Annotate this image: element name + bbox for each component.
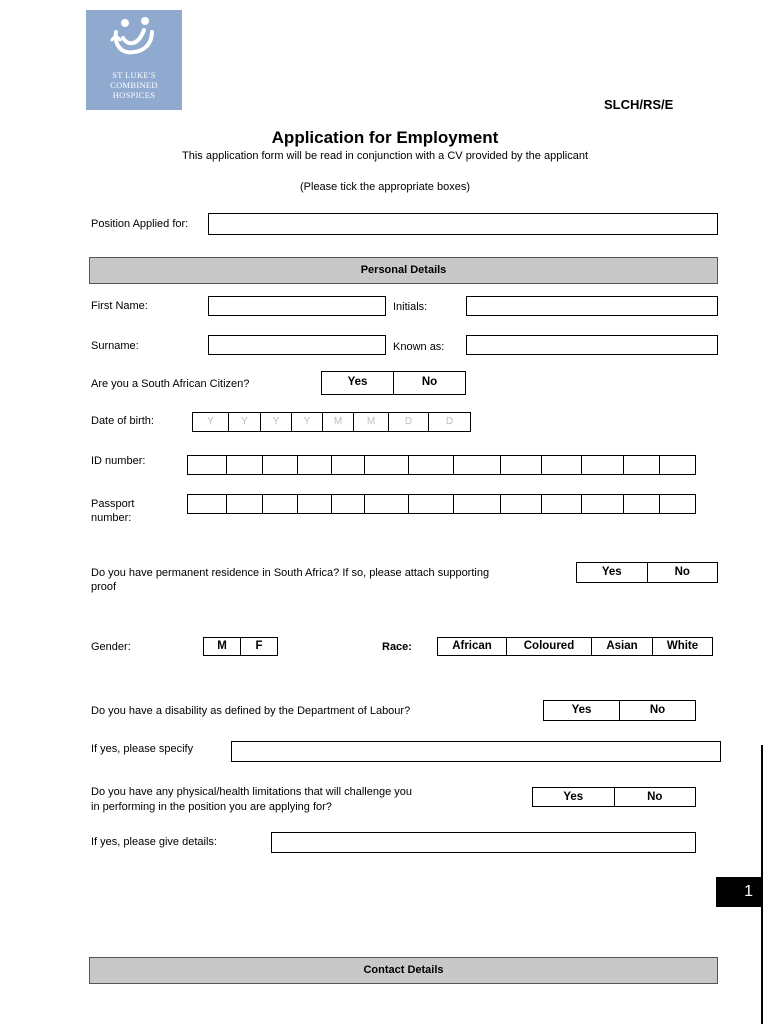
disability-specify-field[interactable]	[231, 741, 721, 762]
form-code: SLCH/RS/E	[604, 97, 674, 112]
passport-cell[interactable]	[659, 495, 695, 513]
logo-line-1: ST LUKE'S	[112, 70, 156, 80]
citizen-no-option[interactable]: No	[393, 372, 465, 394]
race-label: Race:	[382, 641, 412, 653]
logo-line-3: HOSPICES	[112, 90, 156, 100]
gender-male-option[interactable]: M	[217, 640, 227, 652]
instruction-text: (Please tick the appropriate boxes)	[300, 181, 470, 193]
citizen-question: Are you a South African Citizen?	[91, 378, 250, 390]
id-cell[interactable]	[623, 456, 659, 474]
page-title: Application for Employment	[271, 128, 499, 147]
dob-year-cell[interactable]: Y	[260, 413, 291, 431]
dob-day-cell[interactable]: D	[428, 413, 470, 431]
passport-cell[interactable]	[408, 495, 453, 513]
id-cell[interactable]	[188, 456, 226, 474]
page-subtitle: This application form will be read in conjunction with a CV provided by the applicant	[182, 150, 588, 162]
id-cell[interactable]	[297, 456, 332, 474]
dob-year-cell[interactable]: Y	[291, 413, 322, 431]
gender-female-option[interactable]: F	[240, 638, 277, 655]
health-question-line-2: in performing in the position you are applying for?	[91, 801, 332, 813]
passport-cell[interactable]	[364, 495, 408, 513]
health-details-field[interactable]	[271, 832, 696, 853]
gender-label: Gender:	[91, 641, 131, 653]
id-cell[interactable]	[453, 456, 500, 474]
specify-label: If yes, please specify	[91, 743, 194, 755]
hospice-logo	[86, 10, 182, 110]
residence-no-option[interactable]: No	[647, 563, 718, 582]
id-cell[interactable]	[364, 456, 408, 474]
residence-yes-option[interactable]: Yes	[601, 566, 622, 578]
disability-no-option[interactable]: No	[619, 701, 695, 720]
passport-number-field[interactable]	[187, 494, 696, 514]
residence-question-line-2: proof	[91, 581, 117, 593]
passport-cell[interactable]	[623, 495, 659, 513]
id-cell[interactable]	[581, 456, 623, 474]
known-as-label: Known as:	[393, 341, 445, 353]
id-cell[interactable]	[500, 456, 541, 474]
initials-label: Initials:	[393, 301, 428, 313]
race-options	[437, 637, 713, 656]
health-question-line-1: Do you have any physical/health limitations that will challenge you	[91, 786, 413, 798]
passport-cell[interactable]	[188, 495, 226, 513]
dob-field[interactable]	[192, 412, 471, 432]
position-label: Position Applied for:	[91, 218, 189, 230]
dob-month-cell[interactable]: M	[353, 413, 388, 431]
residence-question-line-1: Do you have permanent residence in South Africa? If so, please attach supporting	[91, 567, 490, 579]
race-white-option[interactable]: White	[652, 638, 712, 655]
passport-cell[interactable]	[331, 495, 364, 513]
passport-cell[interactable]	[581, 495, 623, 513]
id-cell[interactable]	[541, 456, 582, 474]
passport-cell[interactable]	[297, 495, 332, 513]
id-number-field[interactable]	[187, 455, 696, 475]
first-name-label: First Name:	[91, 300, 148, 312]
first-name-field[interactable]	[208, 296, 386, 316]
citizen-options	[321, 371, 466, 395]
id-cell[interactable]	[226, 456, 262, 474]
health-yes-option[interactable]: Yes	[563, 791, 584, 803]
page-number: 1	[716, 877, 762, 907]
health-options	[532, 787, 696, 807]
id-number-label: ID number:	[91, 455, 146, 467]
contact-details-header: Contact Details	[89, 957, 718, 984]
residence-options	[576, 562, 718, 583]
passport-cell[interactable]	[541, 495, 582, 513]
surname-field[interactable]	[208, 335, 386, 355]
id-cell[interactable]	[262, 456, 297, 474]
passport-cell[interactable]	[500, 495, 541, 513]
passport-cell[interactable]	[453, 495, 500, 513]
race-asian-option[interactable]: Asian	[591, 638, 652, 655]
logo-line-2: COMBINED	[110, 80, 158, 90]
passport-label-line-1: Passport	[91, 498, 135, 510]
disability-options	[543, 700, 696, 721]
citizen-yes-option[interactable]: Yes	[347, 376, 368, 388]
dob-label: Date of birth:	[91, 415, 154, 427]
race-coloured-option[interactable]: Coloured	[506, 638, 591, 655]
disability-yes-option[interactable]: Yes	[571, 704, 592, 716]
gender-options	[203, 637, 278, 656]
dob-month-cell[interactable]: M	[322, 413, 353, 431]
id-cell[interactable]	[331, 456, 364, 474]
passport-label-line-2: number:	[91, 512, 132, 524]
id-cell[interactable]	[408, 456, 453, 474]
details-label: If yes, please give details:	[91, 836, 217, 848]
people-logo-icon	[108, 16, 160, 66]
dob-day-cell[interactable]: D	[388, 413, 428, 431]
passport-cell[interactable]	[262, 495, 297, 513]
passport-cell[interactable]	[226, 495, 262, 513]
disability-question: Do you have a disability as defined by the Department of Labour?	[91, 705, 411, 717]
health-no-option[interactable]: No	[614, 788, 696, 806]
race-african-option[interactable]: African	[452, 640, 492, 652]
position-field[interactable]	[208, 213, 718, 235]
initials-field[interactable]	[466, 296, 718, 316]
id-cell[interactable]	[659, 456, 695, 474]
dob-year-cell[interactable]: Y	[207, 416, 214, 427]
personal-details-header: Personal Details	[89, 257, 718, 284]
known-as-field[interactable]	[466, 335, 718, 355]
surname-label: Surname:	[91, 340, 139, 352]
dob-year-cell[interactable]: Y	[228, 413, 260, 431]
